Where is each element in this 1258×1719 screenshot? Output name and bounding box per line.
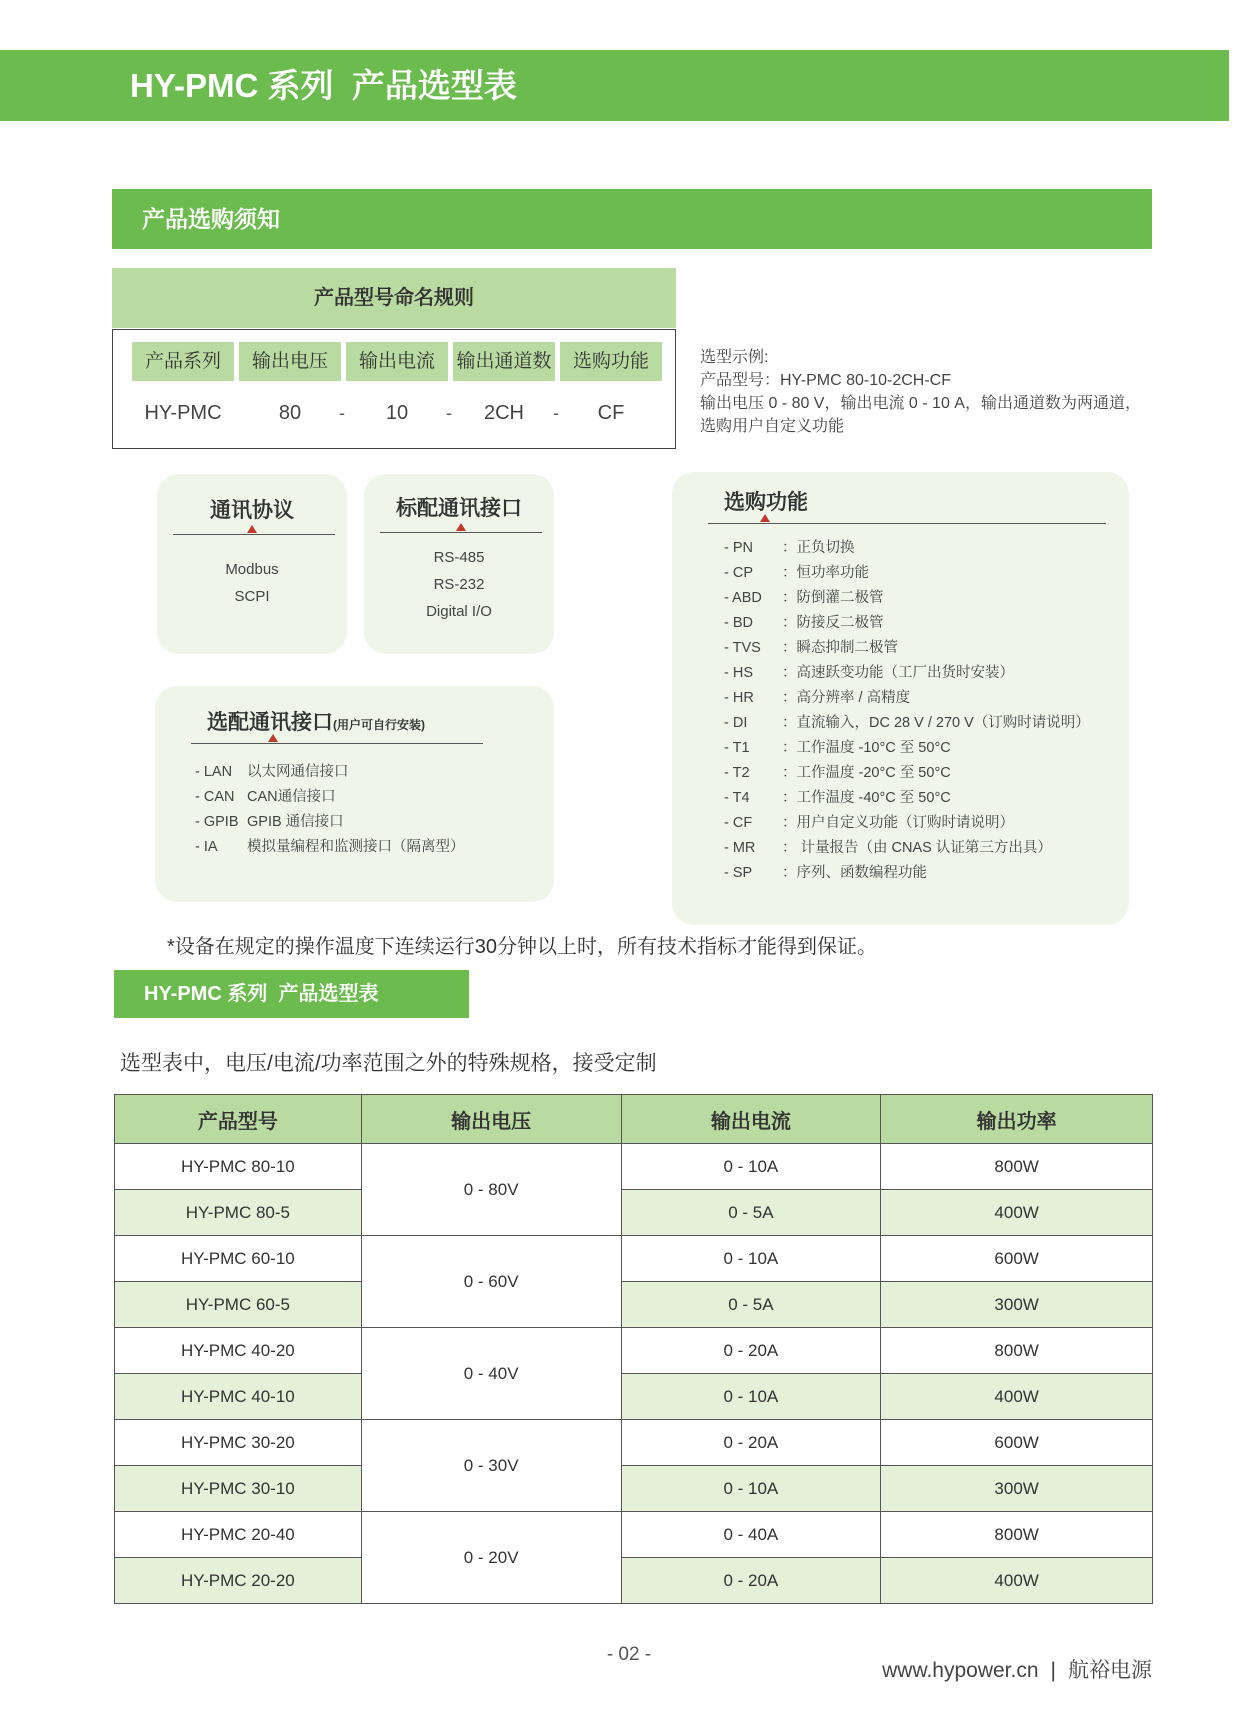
list-item: - DI ：直流输入，DC 28 V / 270 V（订购时请说明） xyxy=(724,715,1090,731)
cell-power: 300W xyxy=(881,1282,1153,1328)
table-row xyxy=(115,1190,1153,1236)
list-item: - HS ：高速跃变功能（工厂出货时安装） xyxy=(724,665,1014,681)
naming-col-series: 产品系列 xyxy=(132,342,234,381)
list-item: - BD ：防接反二极管 xyxy=(724,615,884,631)
cell-model: HY-PMC 20-20 xyxy=(115,1558,362,1604)
cell-voltage: 0 - 40V xyxy=(361,1328,621,1420)
naming-val-series: HY-PMC xyxy=(144,402,222,424)
list-item: - CP ：恒功率功能 xyxy=(724,565,869,581)
list-item: - TVS ：瞬态抑制二极管 xyxy=(724,640,898,656)
cell-model: HY-PMC 20-40 xyxy=(115,1512,362,1558)
cell-model: HY-PMC 80-5 xyxy=(115,1190,362,1236)
cell-current: 0 - 10A xyxy=(621,1144,881,1190)
naming-rule-frame xyxy=(112,329,676,449)
example-label: 选型示例: xyxy=(700,349,769,366)
cell-current: 0 - 10A xyxy=(621,1466,881,1512)
selection-table xyxy=(114,1094,1153,1604)
list-item: - T1 ：工作温度 -10°C 至 50°C xyxy=(724,740,951,756)
table-intro: 选型表中，电压/电流/功率范围之外的特殊规格，接受定制 xyxy=(120,1052,657,1075)
naming-separator: - xyxy=(339,403,345,423)
naming-col-channels: 输出通道数 xyxy=(453,342,555,381)
list-item: - HR ：高分辨率 / 高精度 xyxy=(724,690,911,706)
cell-power: 300W xyxy=(881,1466,1153,1512)
page-title: HY-PMC 系列 产品选型表 xyxy=(130,67,517,104)
header-power: 输出功率 xyxy=(881,1095,1153,1144)
naming-val-current: 10 xyxy=(385,402,409,424)
section-title: HY-PMC 系列 产品选型表 xyxy=(144,983,379,1005)
cell-voltage: 0 - 80V xyxy=(361,1144,621,1236)
cell-current: 0 - 10A xyxy=(621,1374,881,1420)
table-header-row xyxy=(115,1095,1153,1144)
triangle-marker-icon xyxy=(247,525,257,533)
standard-interface-card xyxy=(364,474,554,654)
header-voltage: 输出电压 xyxy=(361,1095,621,1144)
cell-power: 600W xyxy=(881,1420,1153,1466)
protocol-list xyxy=(157,556,347,610)
cell-model: HY-PMC 40-20 xyxy=(115,1328,362,1374)
standard-interface-list xyxy=(364,544,554,625)
cell-power: 800W xyxy=(881,1512,1153,1558)
section-purchase-notice xyxy=(112,189,1152,249)
naming-rule-title: 产品型号命名规则 xyxy=(112,268,676,328)
section-title: 产品选购须知 xyxy=(142,206,280,232)
cell-power: 800W xyxy=(881,1328,1153,1374)
list-item: RS-485 xyxy=(433,549,485,566)
protocol-title: 通讯协议 xyxy=(210,499,294,522)
cell-current: 0 - 20A xyxy=(621,1420,881,1466)
page-title-banner xyxy=(0,50,1229,121)
optional-interface-title-text: 选配通讯接口 xyxy=(207,711,333,734)
table-row xyxy=(115,1420,1153,1466)
table-row xyxy=(115,1558,1153,1604)
list-item: Modbus xyxy=(225,561,279,578)
cell-power: 400W xyxy=(881,1558,1153,1604)
table-row xyxy=(115,1374,1153,1420)
cell-voltage: 0 - 60V xyxy=(361,1236,621,1328)
list-item: RS-232 xyxy=(433,576,485,593)
page-number: - 02 - xyxy=(606,1644,652,1665)
list-item: Digital I/O xyxy=(426,603,492,620)
cell-power: 400W xyxy=(881,1190,1153,1236)
example-desc: 输出电压 0 - 80 V，输出电流 0 - 10 A，输出通道数为两通道， xyxy=(700,395,1141,412)
cell-model: HY-PMC 60-10 xyxy=(115,1236,362,1282)
section-selection-table xyxy=(114,970,469,1018)
list-item: - GPIB GPIB 通信接口 xyxy=(195,814,344,830)
operating-note: *设备在规定的操作温度下连续运行30分钟以上时，所有技术指标才能得到保证。 xyxy=(167,936,878,958)
cell-current: 0 - 40A xyxy=(621,1512,881,1558)
cell-power: 600W xyxy=(881,1236,1153,1282)
naming-val-channels: 2CH xyxy=(483,402,524,424)
list-item: - T2 ：工作温度 -20°C 至 50°C xyxy=(724,765,951,781)
list-item: - ABD ：防倒灌二极管 xyxy=(724,590,884,606)
naming-col-voltage: 输出电压 xyxy=(239,342,341,381)
website-link[interactable]: www.hypower.cn xyxy=(882,1659,1039,1682)
selection-example xyxy=(700,346,1170,438)
optional-interface-list xyxy=(195,760,465,860)
purchase-options-card xyxy=(672,472,1129,925)
cell-current: 0 - 10A xyxy=(621,1236,881,1282)
naming-col-options: 选购功能 xyxy=(560,342,662,381)
standard-interface-title: 标配通讯接口 xyxy=(396,497,522,520)
header-current: 输出电流 xyxy=(621,1095,881,1144)
purchase-options-title: 选购功能 xyxy=(724,491,808,514)
cell-model: HY-PMC 60-5 xyxy=(115,1282,362,1328)
list-item: - SP ：序列、函数编程功能 xyxy=(724,865,927,881)
divider xyxy=(380,532,542,533)
list-item: - CF ：用户自定义功能（订购时请说明） xyxy=(724,815,1014,831)
optional-interface-subtitle: (用户可自行安装) xyxy=(333,718,425,732)
divider xyxy=(173,534,335,535)
cell-current: 0 - 20A xyxy=(621,1328,881,1374)
cell-current: 0 - 5A xyxy=(621,1282,881,1328)
triangle-marker-icon xyxy=(456,523,466,531)
naming-rule-box xyxy=(112,268,676,449)
cell-voltage: 0 - 30V xyxy=(361,1420,621,1512)
naming-val-voltage: 80 xyxy=(278,402,302,424)
list-item: - MR ： 计量报告（由 CNAS 认证第三方出具） xyxy=(724,840,1052,856)
cell-current: 0 - 20A xyxy=(621,1558,881,1604)
list-item: - PN ：正负切换 xyxy=(724,540,855,556)
list-item: - T4 ：工作温度 -40°C 至 50°C xyxy=(724,790,951,806)
cell-voltage: 0 - 20V xyxy=(361,1512,621,1604)
cell-current: 0 - 5A xyxy=(621,1190,881,1236)
naming-separator: - xyxy=(553,403,559,423)
table-row xyxy=(115,1144,1153,1190)
divider xyxy=(708,523,1106,524)
protocol-card xyxy=(157,474,347,654)
footer-separator: | xyxy=(1050,1659,1056,1682)
table-row xyxy=(115,1512,1153,1558)
naming-val-options: CF xyxy=(597,402,625,424)
optional-interface-card xyxy=(155,686,554,902)
list-item: - CAN CAN通信接口 xyxy=(195,789,336,805)
cell-model: HY-PMC 80-10 xyxy=(115,1144,362,1190)
header-model: 产品型号 xyxy=(115,1095,362,1144)
cell-model: HY-PMC 40-10 xyxy=(115,1374,362,1420)
table-row xyxy=(115,1466,1153,1512)
cell-model: HY-PMC 30-10 xyxy=(115,1466,362,1512)
list-item: SCPI xyxy=(234,588,270,605)
cell-model: HY-PMC 30-20 xyxy=(115,1420,362,1466)
example-desc: 选购用户自定义功能 xyxy=(700,418,845,435)
example-model: 产品型号：HY-PMC 80-10-2CH-CF xyxy=(700,372,952,389)
triangle-marker-icon xyxy=(760,514,770,522)
list-item: - IA 模拟量编程和监测接口（隔离型） xyxy=(195,839,465,855)
table-row xyxy=(115,1328,1153,1374)
brand-name: 航裕电源 xyxy=(1068,1659,1152,1682)
optional-interface-title xyxy=(207,706,425,736)
list-item: - LAN 以太网通信接口 xyxy=(195,764,349,780)
cell-power: 800W xyxy=(881,1144,1153,1190)
triangle-marker-icon xyxy=(268,734,278,742)
table-row xyxy=(115,1236,1153,1282)
purchase-options-list xyxy=(724,536,1090,886)
table-row xyxy=(115,1282,1153,1328)
naming-col-current: 输出电流 xyxy=(346,342,448,381)
cell-power: 400W xyxy=(881,1374,1153,1420)
divider xyxy=(191,743,483,744)
footer xyxy=(882,1654,1152,1684)
naming-separator: - xyxy=(446,403,452,423)
